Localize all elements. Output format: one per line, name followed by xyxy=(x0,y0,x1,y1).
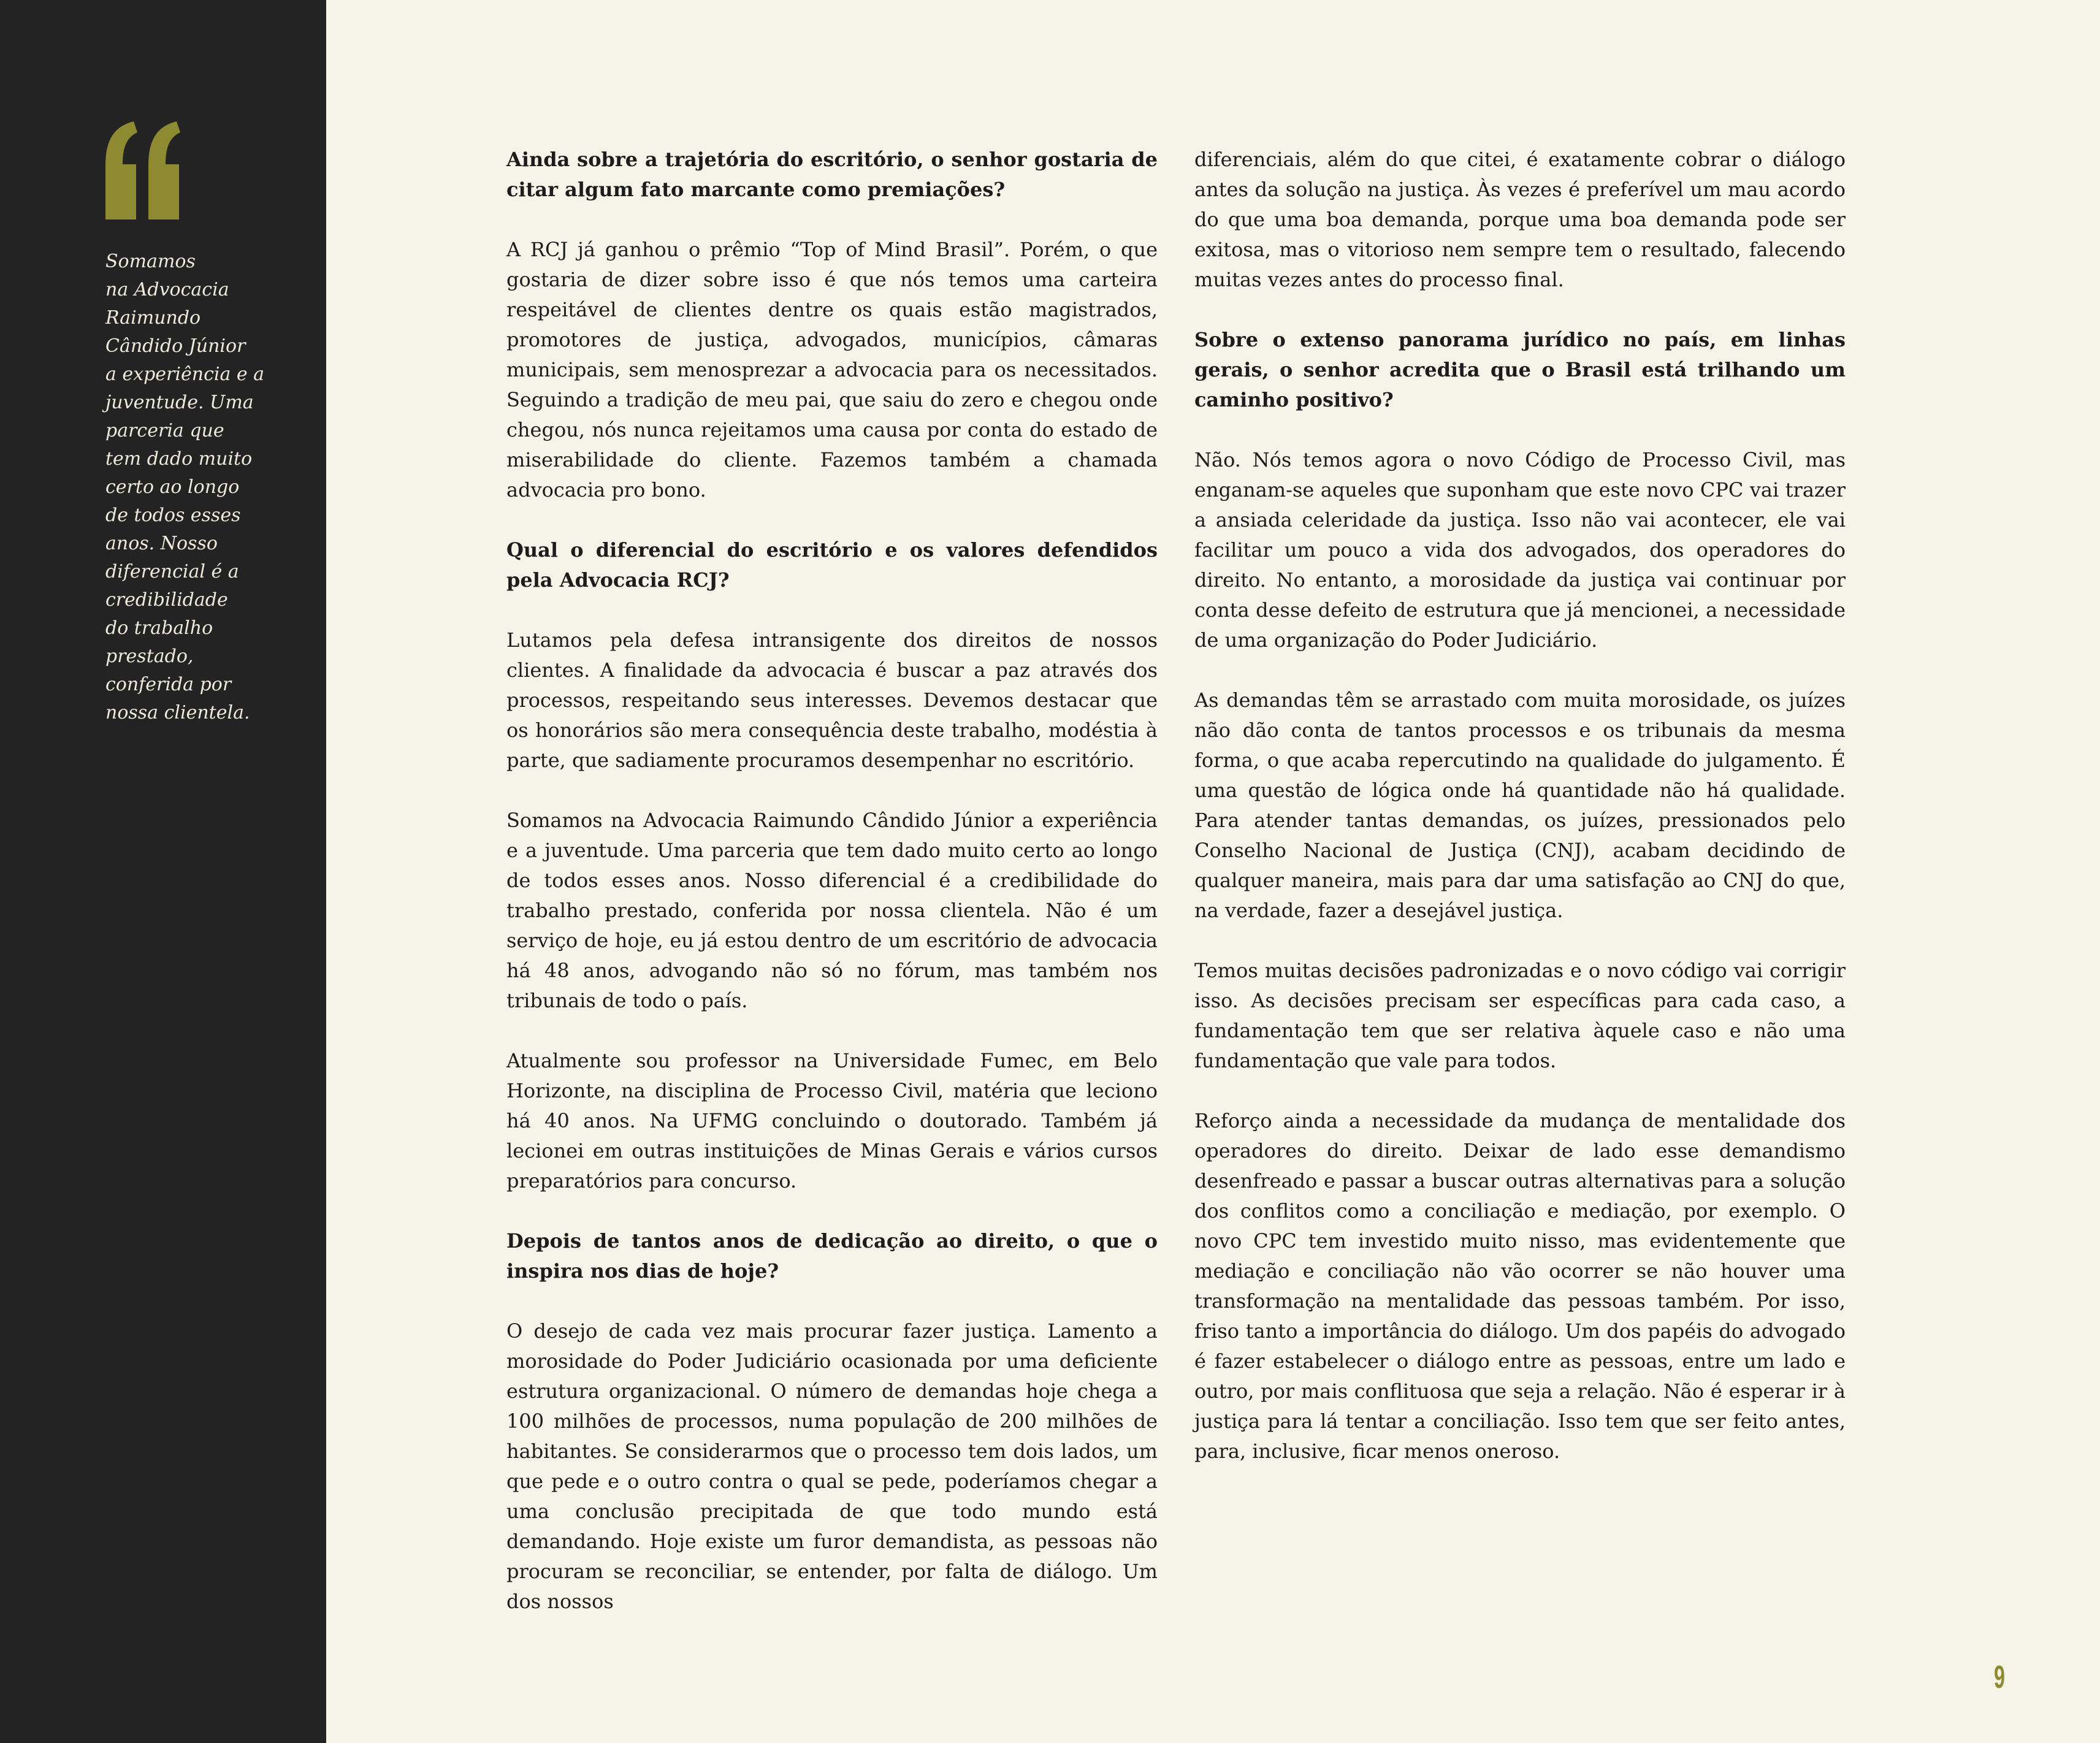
pull-quote-line: do trabalho xyxy=(105,617,213,639)
interview-question: Sobre o extenso panorama jurídico no país, em linhas gerais, o senhor acredita que o Brasil está trilhando um caminho positivo? xyxy=(1194,328,1846,411)
interview-answer: O desejo de cada vez mais procurar fazer justiça. Lamento a morosidade do Poder Judiciário ocasionada por uma deficiente estrutura organizacional. O número de demandas hoje chega a 100 milhões de processos, numa população de 200 milhões de habitantes. Se considerarmos que o processo tem dois lados, um que pede e o outro contra o qual se pede, poderíamos chegar a uma conclusão precipitada de que todo mundo está demandando. Hoje existe um furor demandista, as pessoas não procuram se reconciliar, se entender, por falta de diálogo. Um dos nossos xyxy=(506,1319,1158,1613)
pull-quote-line: de todos esses xyxy=(105,505,241,526)
pull-quote xyxy=(105,248,283,727)
pull-quote-line: tem dado muito xyxy=(105,448,253,470)
interview-answer: Atualmente sou professor na Universidade Fumec, em Belo Horizonte, na disciplina de Processo Civil, matéria que leciono há 40 anos. Na UFMG concluindo o doutorado. Também já lecionei em outras instituições de Minas Gerais e vários cursos preparatórios para concurso. xyxy=(506,1049,1158,1192)
page-number: 9 xyxy=(1994,1660,2005,1695)
pull-quote-line: Raimundo xyxy=(105,307,201,329)
pull-quote-line: certo ao longo xyxy=(105,476,240,498)
pull-quote-line: conferida por xyxy=(105,674,232,695)
pull-quote-line: parceria que xyxy=(105,420,224,441)
article-column-right xyxy=(1194,145,1846,1497)
interview-answer: Temos muitas decisões padronizadas e o novo código vai corrigir isso. As decisões precisam ser específicas para cada caso, a fundamentação tem que ser relativa àquele caso e não uma fundamentação que vale para todos. xyxy=(1194,959,1846,1072)
pull-quote-line: credibilidade xyxy=(105,589,228,611)
interview-answer: Não. Nós temos agora o novo Código de Processo Civil, mas enganam-se aqueles que suponham que este novo CPC vai trazer a ansiada celeridade da justiça. Isso não vai acontecer, ele vai facilitar um pouco a vida dos advogados, dos operadores do direito. No entanto, a morosidade da justiça vai continuar por conta desse defeito de estrutura que já mencionei, a necessidade de uma organização do Poder Judiciário. xyxy=(1194,448,1846,652)
interview-answer: As demandas têm se arrastado com muita morosidade, os juízes não dão conta de tantos processos e os tribunais da mesma forma, o que acaba repercutindo na qualidade do julgamento. É uma questão de lógica onde há quantidade não há qualidade. Para atender tantas demandas, os juízes, pressionados pelo Conselho Nacional de Justiça (CNJ), acabam decidindo de qualquer maneira, mais para dar uma satisfação ao CNJ do que, na verdade, fazer a desejável justiça. xyxy=(1194,688,1846,922)
pull-quote-line: juventude. Uma xyxy=(105,392,254,413)
pull-quote-line: anos. Nosso xyxy=(105,533,218,554)
quotation-mark-icon xyxy=(103,121,183,219)
pull-quote-line: Somamos xyxy=(105,251,196,272)
interview-question: Qual o diferencial do escritório e os valores defendidos pela Advocacia RCJ? xyxy=(506,538,1158,592)
pull-quote-line: diferencial é a xyxy=(105,561,239,582)
pull-quote-line: Cândido Júnior xyxy=(105,335,246,357)
interview-question: Depois de tantos anos de dedicação ao direito, o que o inspira nos dias de hoje? xyxy=(506,1229,1158,1283)
pull-quote-line: na Advocacia xyxy=(105,279,229,300)
interview-answer: Lutamos pela defesa intransigente dos direitos de nossos clientes. A finalidade da advocacia é buscar a paz através dos processos, respeitando seus interesses. Devemos destacar que os honorários são mera consequência deste trabalho, modéstia à parte, que sadiamente procuramos desempenhar no escritório. xyxy=(506,628,1158,772)
pull-quote-line: nossa clientela. xyxy=(105,702,250,723)
interview-question: Ainda sobre a trajetória do escritório, o senhor gostaria de citar algum fato marcante como premiações? xyxy=(506,148,1158,201)
interview-answer: Reforço ainda a necessidade da mudança de mentalidade dos operadores do direito. Deixar de lado esse demandismo desenfreado e passar a buscar outras alternativas para a solução dos conflitos como a conciliação e mediação, por exemplo. O novo CPC tem investido muito nisso, mas evidentemente que mediação e conciliação não vão ocorrer se não houver uma transformação na mentalidade das pessoas também. Por isso, friso tanto a importância do diálogo. Um dos papéis do advogado é fazer estabelecer o diálogo entre as pessoas, entre um lado e outro, por mais conflituosa que seja a relação. Não é esperar ir à justiça para lá tentar a conciliação. Isso tem que ser feito antes, para, inclusive, ficar menos oneroso. xyxy=(1194,1109,1846,1463)
sidebar xyxy=(0,0,326,1743)
interview-answer: diferenciais, além do que citei, é exatamente cobrar o diálogo antes da solução na justiça. Às vezes é preferível um mau acordo do que uma boa demanda, porque uma boa demanda pode ser exitosa, mas o vitorioso nem sempre tem o resultado, falecendo muitas vezes antes do processo final. xyxy=(1194,148,1846,291)
pull-quote-line: a experiência e a xyxy=(105,364,265,385)
interview-answer: A RCJ já ganhou o prêmio “Top of Mind Brasil”. Porém, o que gostaria de dizer sobre isso é que nós temos uma carteira respeitável de clientes dentre os quais estão magistrados, promotores de justiça, advogados, municípios, câmaras municipais, sem menosprezar a advocacia para os necessitados. Seguindo a tradição de meu pai, que saiu do zero e chegou onde chegou, nós nunca rejeitamos uma causa por conta do estado de miserabilidade do cliente. Fazemos também a chamada advocacia pro bono. xyxy=(506,238,1158,502)
pull-quote-line: prestado, xyxy=(105,646,194,667)
interview-answer: Somamos na Advocacia Raimundo Cândido Júnior a experiência e a juventude. Uma parceria que tem dado muito certo ao longo de todos esses anos. Nosso diferencial é a credibilidade do trabalho prestado, conferida por nossa clientela. Não é um serviço de hoje, eu já estou dentro de um escritório de advocacia há 48 anos, advogando não só no fórum, mas também nos tribunais de todo o país. xyxy=(506,809,1158,1012)
article-column-left xyxy=(506,145,1158,1647)
